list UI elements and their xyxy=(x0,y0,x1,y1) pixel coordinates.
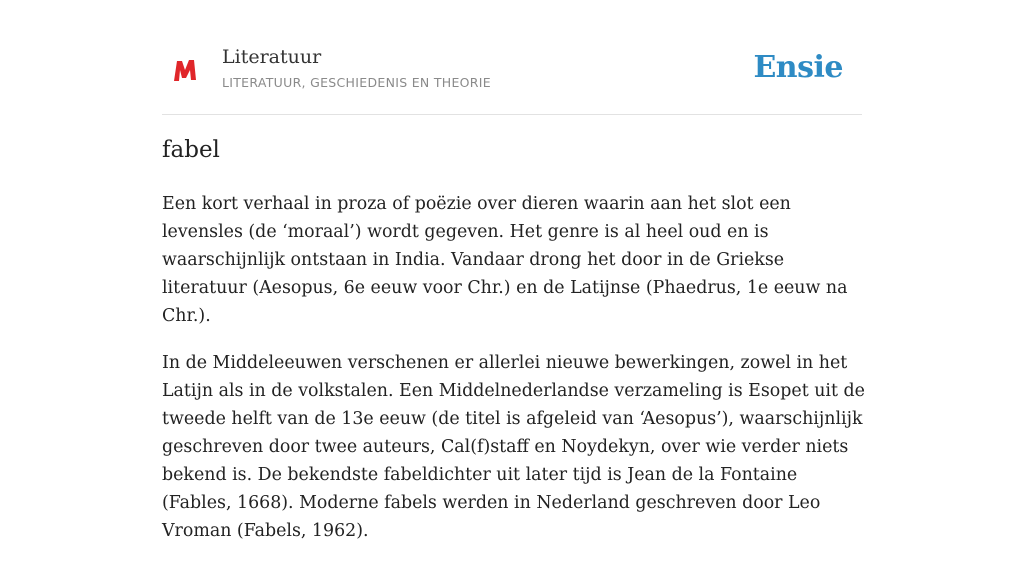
site-subtitle: LITERATUUR, GESCHIEDENIS EN THEORIE xyxy=(222,75,491,90)
entry-title: fabel xyxy=(162,137,220,163)
ensie-brand-link[interactable]: Ensie xyxy=(753,50,843,85)
entry-paragraph: Een kort verhaal in proza of poëzie over dieren waarin aan het slot een levensles (de ‘moraal’) wordt gegeven. Het genre is al heel oud en is waarschijnlijk ontstaan in India. Vandaar drong het door in de Griekse literatuur (Aesopus, 6e eeuw voor Chr.) en de Latijnse (Phaedrus, 1e eeuw na Chr.). xyxy=(162,194,848,326)
site-title[interactable]: Literatuur xyxy=(222,46,322,68)
entry-paragraph: In de Middeleeuwen verschenen er allerlei nieuwe bewerkingen, zowel in het Latijn als in de volkstalen. Een Middelnederlandse verzameling is Esopet uit de tweede helft van de 13e eeuw (de titel is afgeleid van ‘Aesopus’), waarschijnlijk geschreven door twee auteurs, Cal(f)staff en Noydekyn, over wie verder niets bekend is. De bekendste fabeldichter uit later tijd is Jean de la Fontaine (Fables, 1668). Moderne fabels werden in Nederland geschreven door Leo Vroman (Fabels, 1962). xyxy=(162,353,865,541)
page-container xyxy=(162,0,865,541)
m-logo-icon[interactable] xyxy=(172,57,198,83)
entry-body xyxy=(162,190,868,564)
site-header xyxy=(162,0,862,115)
